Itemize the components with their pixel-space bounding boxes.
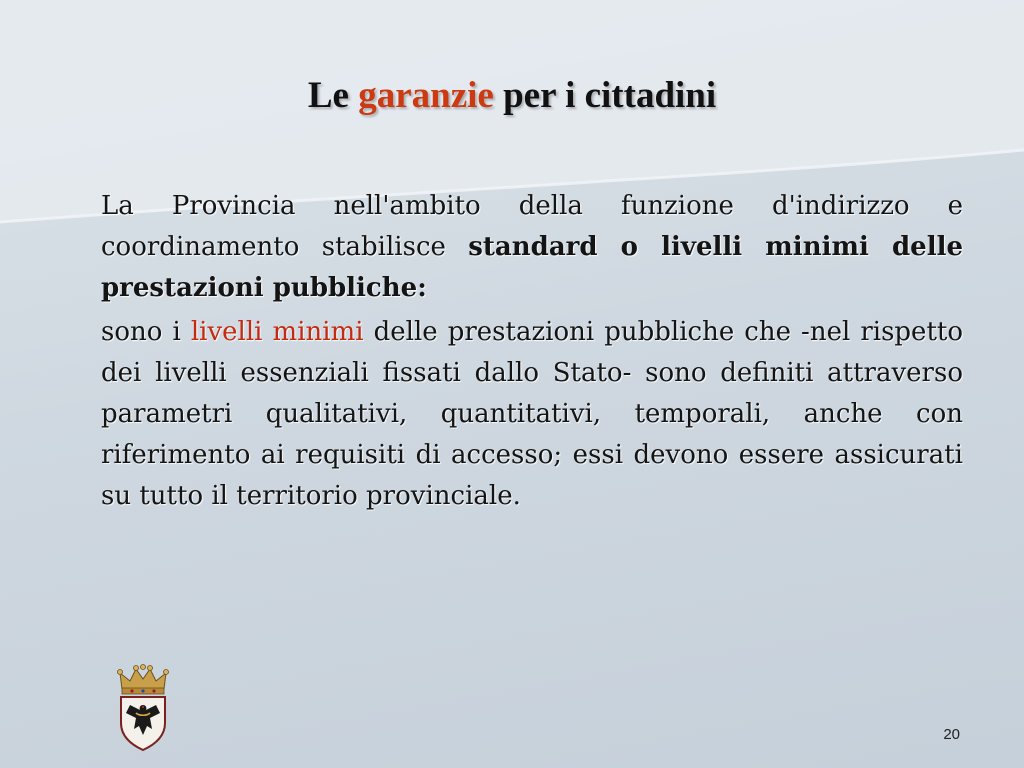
title-highlight: garanzie xyxy=(358,75,494,116)
title-prefix: Le xyxy=(307,75,359,116)
paragraph-2 xyxy=(101,312,963,517)
title-suffix: per i cittadini xyxy=(493,75,717,116)
paragraph-2-suffix: delle prestazioni pubbliche che -nel rispetto dei livelli essenziali fissati dallo Stato- sono definiti attraverso parametri qualitativi, quantitativi, temporali, anche con riferimento ai requisiti di accesso; essi devono essere assicurati su tutto il territorio provinciale. xyxy=(101,317,963,511)
paragraph-1-text: La Provincia nell'ambito della funzione d'indirizzo e coordinamento stabilisce xyxy=(101,191,963,262)
page-number: 20 xyxy=(943,726,960,743)
paragraph-2-prefix: sono i xyxy=(101,317,191,347)
paragraph-2-highlight: livelli minimi xyxy=(190,317,364,347)
paragraph-1-bold: standard o livelli minimi delle prestazioni pubbliche: xyxy=(101,232,963,303)
slide-title xyxy=(0,74,1024,117)
paragraph-1 xyxy=(101,186,963,309)
slide-body xyxy=(101,186,963,520)
coat-of-arms-eagle-icon xyxy=(114,663,172,753)
